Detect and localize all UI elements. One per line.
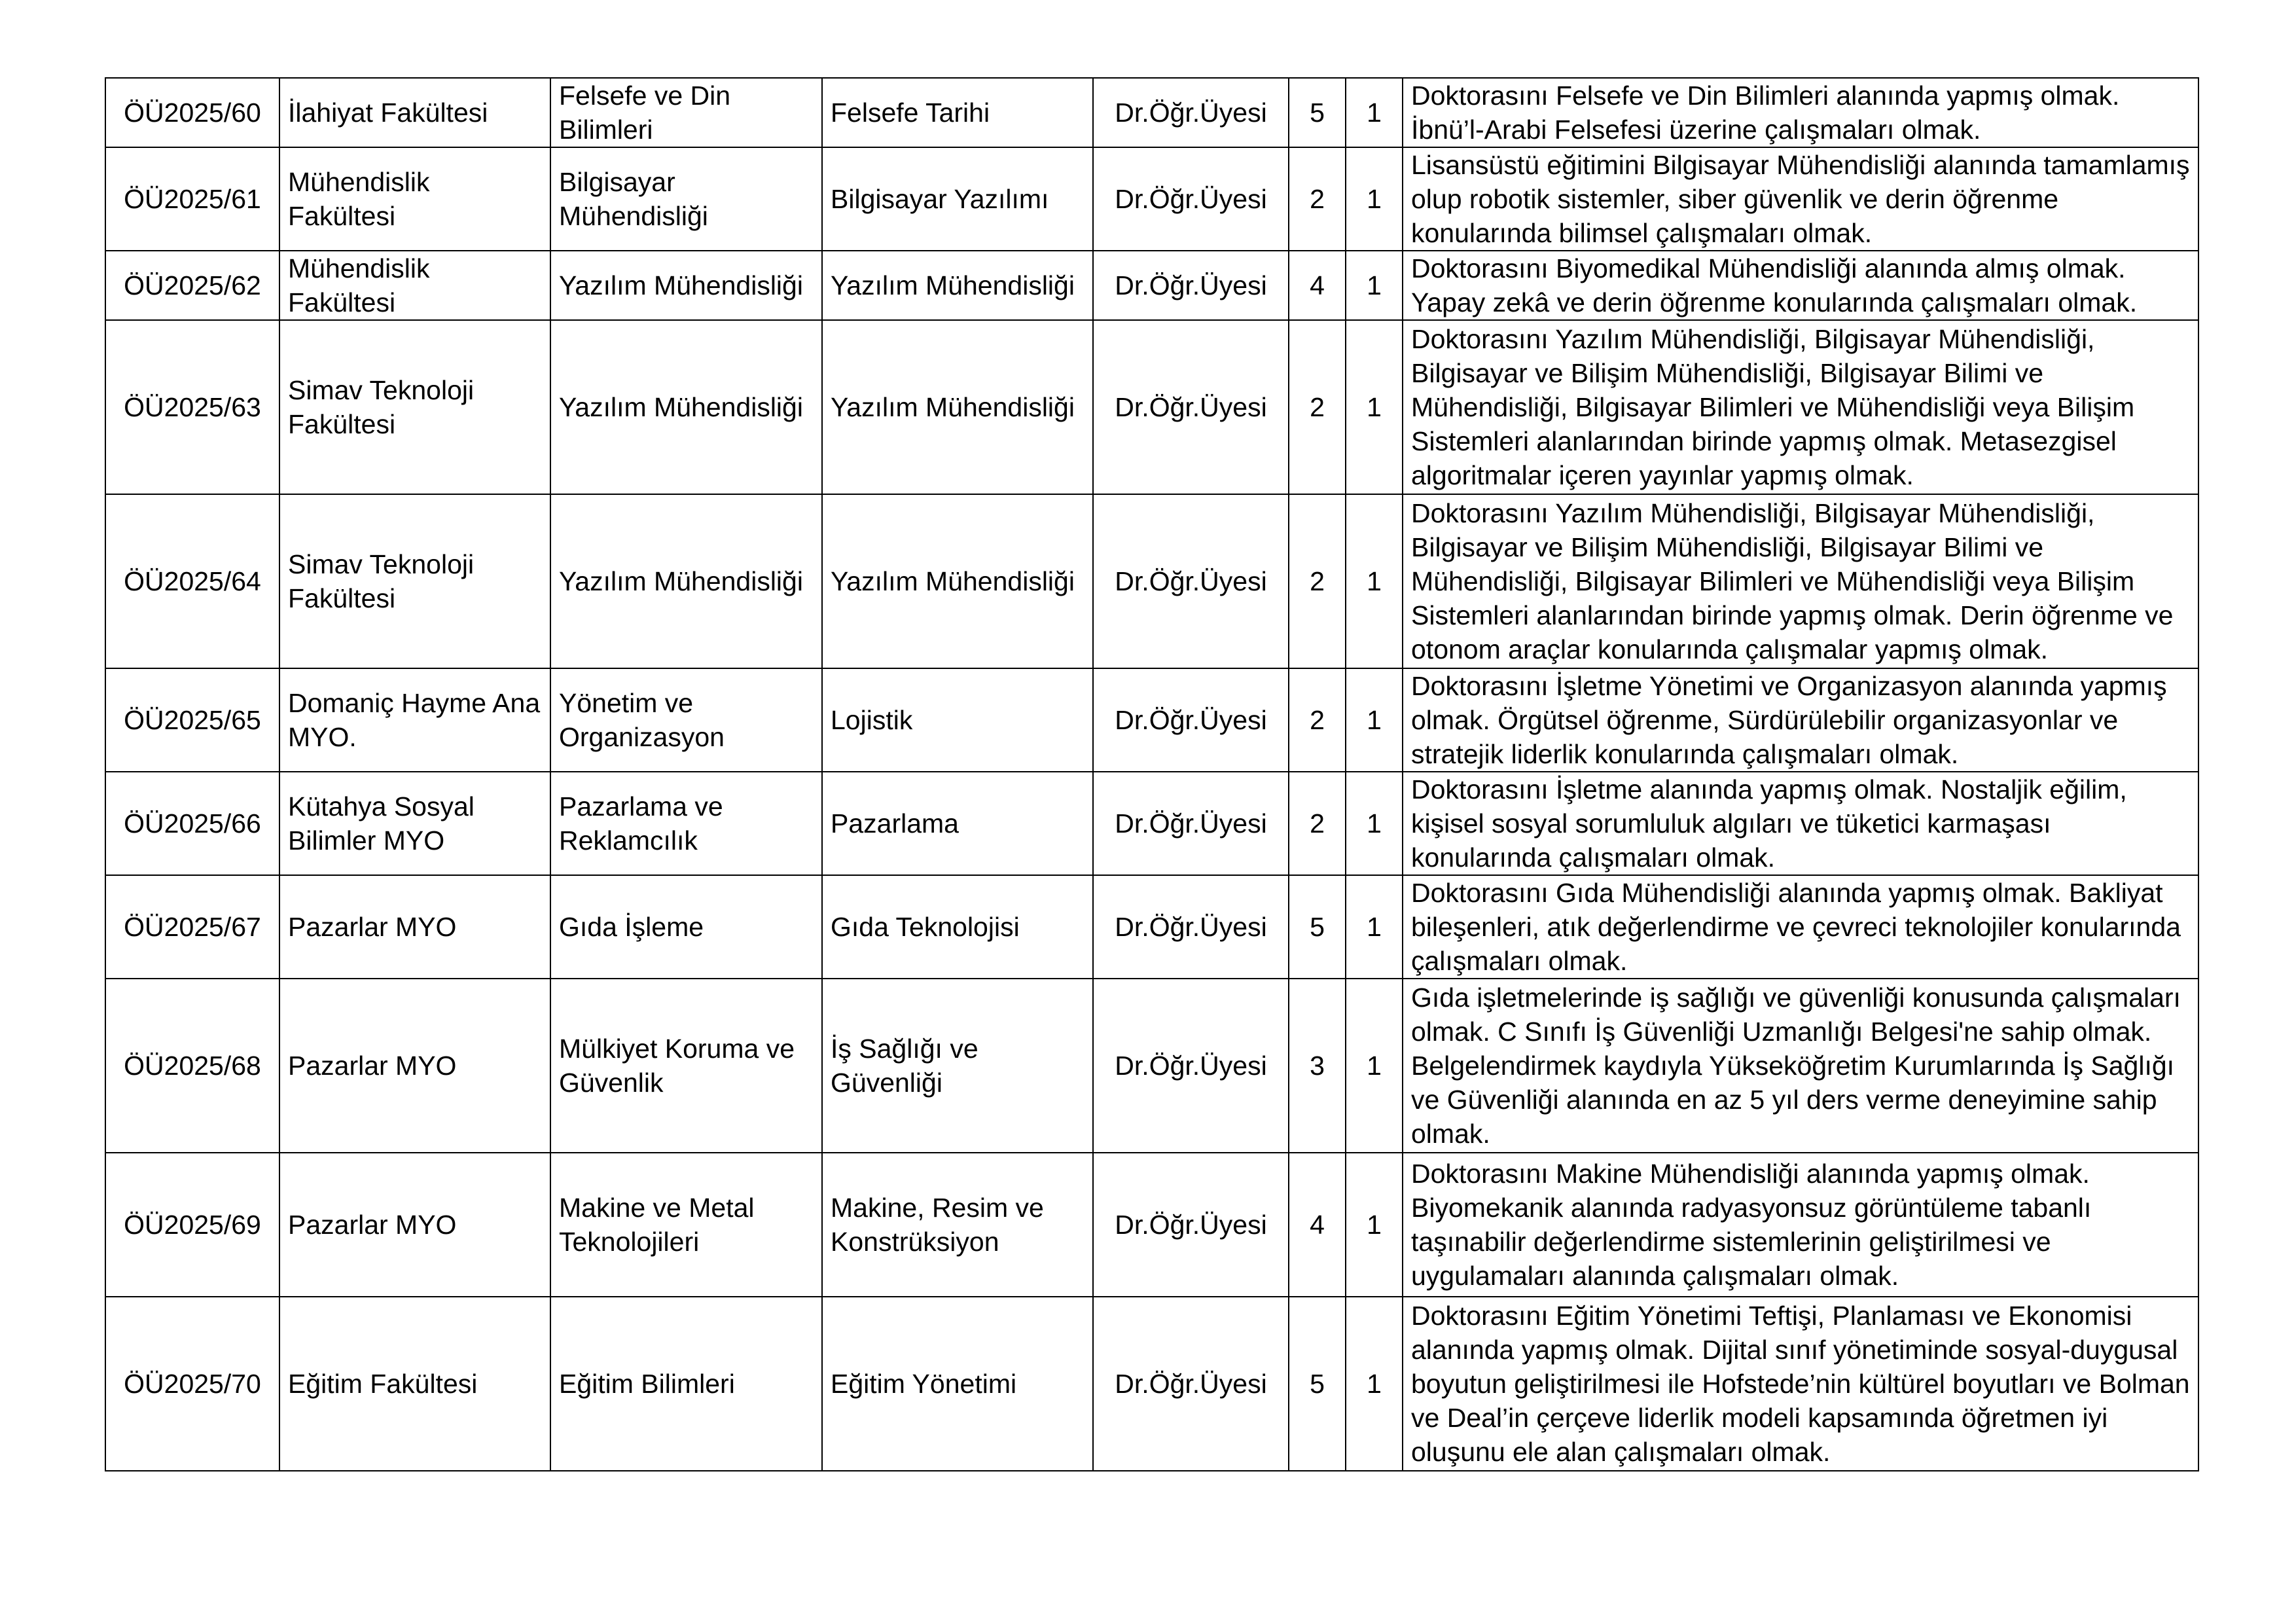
- cell-degree: 4: [1289, 251, 1346, 320]
- table-row: [105, 78, 2198, 147]
- cell-discipline: Lojistik: [822, 668, 1093, 772]
- cell-degree: 5: [1289, 1297, 1346, 1471]
- cell-discipline: Makine, Resim ve Konstrüksiyon: [822, 1153, 1093, 1297]
- cell-requirements: Doktorasını Yazılım Mühendisliği, Bilgisayar Mühendisliği, Bilgisayar ve Bilişim Mühendisliği, Bilgisayar Bilimi ve Mühendisliği, Bilgisayar Bilimleri ve Mühendisliği veya Bilişim Sistemleri alanlarından birinde yapmış olmak. Metasezgisel algoritmalar içeren yayınlar yapmış olmak.: [1403, 320, 2198, 494]
- cell-count: 1: [1346, 78, 1403, 147]
- cell-degree: 2: [1289, 494, 1346, 668]
- cell-academic-title: Dr.Öğr.Üyesi: [1093, 251, 1289, 320]
- cell-unit: Eğitim Fakültesi: [279, 1297, 550, 1471]
- cell-ilan-no: ÖÜ2025/60: [105, 78, 279, 147]
- cell-count: 1: [1346, 875, 1403, 979]
- cell-requirements: Doktorasını Eğitim Yönetimi Teftişi, Planlaması ve Ekonomisi alanında yapmış olmak. Dijital sınıf yönetiminde sosyal-duygusal boyutun geliştirilmesi ile Hofstede’nin kültürel boyutları ve Bolman ve Deal’in çerçeve liderlik modeli kapsamında öğretmen iyi oluşunu ele alan çalışmaları olmak.: [1403, 1297, 2198, 1471]
- cell-department: Makine ve Metal Teknolojileri: [550, 1153, 822, 1297]
- cell-department: Pazarlama ve Reklamcılık: [550, 772, 822, 875]
- cell-academic-title: Dr.Öğr.Üyesi: [1093, 494, 1289, 668]
- cell-count: 1: [1346, 979, 1403, 1153]
- cell-ilan-no: ÖÜ2025/65: [105, 668, 279, 772]
- cell-ilan-no: ÖÜ2025/66: [105, 772, 279, 875]
- cell-discipline: Bilgisayar Yazılımı: [822, 147, 1093, 251]
- cell-academic-title: Dr.Öğr.Üyesi: [1093, 147, 1289, 251]
- cell-unit: Domaniç Hayme Ana MYO.: [279, 668, 550, 772]
- cell-requirements: Doktorasını Yazılım Mühendisliği, Bilgisayar Mühendisliği, Bilgisayar ve Bilişim Mühendisliği, Bilgisayar Bilimi ve Mühendisliği, Bilgisayar Bilimleri ve Mühendisliği veya Bilişim Sistemleri alanlarından birinde yapmış olmak. Derin öğrenme ve otonom araçlar konularında çalışmalar yapmış olmak.: [1403, 494, 2198, 668]
- cell-count: 1: [1346, 494, 1403, 668]
- cell-requirements: Gıda işletmelerinde iş sağlığı ve güvenliği konusunda çalışmaları olmak. C Sınıfı İş Güvenliği Uzmanlığı Belgesi'ne sahip olmak. Belgelendirmek kaydıyla Yükseköğretim Kurumlarında İş Sağlığı ve Güvenliği alanında en az 5 yıl ders verme deneyimine sahip olmak.: [1403, 979, 2198, 1153]
- cell-degree: 4: [1289, 1153, 1346, 1297]
- table-row: [105, 668, 2198, 772]
- cell-department: Felsefe ve Din Bilimleri: [550, 78, 822, 147]
- cell-academic-title: Dr.Öğr.Üyesi: [1093, 979, 1289, 1153]
- cell-academic-title: Dr.Öğr.Üyesi: [1093, 772, 1289, 875]
- cell-count: 1: [1346, 320, 1403, 494]
- cell-department: Gıda İşleme: [550, 875, 822, 979]
- cell-discipline: Gıda Teknolojisi: [822, 875, 1093, 979]
- table-row: [105, 147, 2198, 251]
- cell-ilan-no: ÖÜ2025/70: [105, 1297, 279, 1471]
- cell-ilan-no: ÖÜ2025/68: [105, 979, 279, 1153]
- table-row: [105, 251, 2198, 320]
- table-row: [105, 494, 2198, 668]
- cell-unit: Pazarlar MYO: [279, 875, 550, 979]
- cell-degree: 2: [1289, 320, 1346, 494]
- cell-discipline: Eğitim Yönetimi: [822, 1297, 1093, 1471]
- cell-requirements: Lisansüstü eğitimini Bilgisayar Mühendisliği alanında tamamlamış olup robotik sistemler, siber güvenlik ve derin öğrenme konularında bilimsel çalışmaları olmak.: [1403, 147, 2198, 251]
- cell-degree: 5: [1289, 78, 1346, 147]
- cell-count: 1: [1346, 668, 1403, 772]
- cell-department: Yazılım Mühendisliği: [550, 320, 822, 494]
- cell-requirements: Doktorasını Biyomedikal Mühendisliği alanında almış olmak. Yapay zekâ ve derin öğrenme konularında çalışmaları olmak.: [1403, 251, 2198, 320]
- cell-count: 1: [1346, 251, 1403, 320]
- cell-academic-title: Dr.Öğr.Üyesi: [1093, 1153, 1289, 1297]
- table-row: [105, 1153, 2198, 1297]
- cell-degree: 3: [1289, 979, 1346, 1153]
- cell-ilan-no: ÖÜ2025/67: [105, 875, 279, 979]
- positions-table: [105, 77, 2199, 1471]
- table-row: [105, 1297, 2198, 1471]
- cell-discipline: İş Sağlığı ve Güvenliği: [822, 979, 1093, 1153]
- cell-count: 1: [1346, 1297, 1403, 1471]
- cell-unit: Mühendislik Fakültesi: [279, 251, 550, 320]
- cell-degree: 2: [1289, 772, 1346, 875]
- cell-unit: Simav Teknoloji Fakültesi: [279, 320, 550, 494]
- cell-requirements: Doktorasını Felsefe ve Din Bilimleri alanında yapmış olmak. İbnü’l-Arabi Felsefesi üzerine çalışmaları olmak.: [1403, 78, 2198, 147]
- cell-count: 1: [1346, 772, 1403, 875]
- cell-department: Yazılım Mühendisliği: [550, 251, 822, 320]
- cell-degree: 5: [1289, 875, 1346, 979]
- cell-discipline: Yazılım Mühendisliği: [822, 251, 1093, 320]
- cell-department: Bilgisayar Mühendisliği: [550, 147, 822, 251]
- cell-requirements: Doktorasını Makine Mühendisliği alanında yapmış olmak. Biyomekanik alanında radyasyonsuz görüntüleme tabanlı taşınabilir değerlendirme sistemlerinin geliştirilmesi ve uygulamaları alanında çalışmaları olmak.: [1403, 1153, 2198, 1297]
- cell-unit: Pazarlar MYO: [279, 1153, 550, 1297]
- cell-academic-title: Dr.Öğr.Üyesi: [1093, 320, 1289, 494]
- cell-unit: Kütahya Sosyal Bilimler MYO: [279, 772, 550, 875]
- table-body: [105, 78, 2198, 1471]
- cell-discipline: Pazarlama: [822, 772, 1093, 875]
- cell-count: 1: [1346, 147, 1403, 251]
- cell-requirements: Doktorasını İşletme alanında yapmış olmak. Nostaljik eğilim, kişisel sosyal sorumluluk algıları ve tüketici karmaşası konularında çalışmaları olmak.: [1403, 772, 2198, 875]
- cell-count: 1: [1346, 1153, 1403, 1297]
- cell-discipline: Felsefe Tarihi: [822, 78, 1093, 147]
- cell-academic-title: Dr.Öğr.Üyesi: [1093, 1297, 1289, 1471]
- cell-requirements: Doktorasını İşletme Yönetimi ve Organizasyon alanında yapmış olmak. Örgütsel öğrenme, Sürdürülebilir organizasyonlar ve stratejik liderlik konularında çalışmaları olmak.: [1403, 668, 2198, 772]
- cell-ilan-no: ÖÜ2025/69: [105, 1153, 279, 1297]
- table-row: [105, 320, 2198, 494]
- cell-ilan-no: ÖÜ2025/62: [105, 251, 279, 320]
- cell-department: Yönetim ve Organizasyon: [550, 668, 822, 772]
- table-row: [105, 979, 2198, 1153]
- cell-unit: Pazarlar MYO: [279, 979, 550, 1153]
- cell-requirements: Doktorasını Gıda Mühendisliği alanında yapmış olmak. Bakliyat bileşenleri, atık değerlendirme ve çevreci teknolojiler konularında çalışmaları olmak.: [1403, 875, 2198, 979]
- cell-ilan-no: ÖÜ2025/61: [105, 147, 279, 251]
- cell-academic-title: Dr.Öğr.Üyesi: [1093, 78, 1289, 147]
- cell-unit: İlahiyat Fakültesi: [279, 78, 550, 147]
- table-row: [105, 772, 2198, 875]
- cell-department: Eğitim Bilimleri: [550, 1297, 822, 1471]
- cell-academic-title: Dr.Öğr.Üyesi: [1093, 875, 1289, 979]
- table-row: [105, 875, 2198, 979]
- cell-degree: 2: [1289, 147, 1346, 251]
- cell-degree: 2: [1289, 668, 1346, 772]
- cell-unit: Simav Teknoloji Fakültesi: [279, 494, 550, 668]
- cell-ilan-no: ÖÜ2025/63: [105, 320, 279, 494]
- cell-discipline: Yazılım Mühendisliği: [822, 320, 1093, 494]
- cell-academic-title: Dr.Öğr.Üyesi: [1093, 668, 1289, 772]
- cell-discipline: Yazılım Mühendisliği: [822, 494, 1093, 668]
- cell-ilan-no: ÖÜ2025/64: [105, 494, 279, 668]
- cell-unit: Mühendislik Fakültesi: [279, 147, 550, 251]
- cell-department: Yazılım Mühendisliği: [550, 494, 822, 668]
- cell-department: Mülkiyet Koruma ve Güvenlik: [550, 979, 822, 1153]
